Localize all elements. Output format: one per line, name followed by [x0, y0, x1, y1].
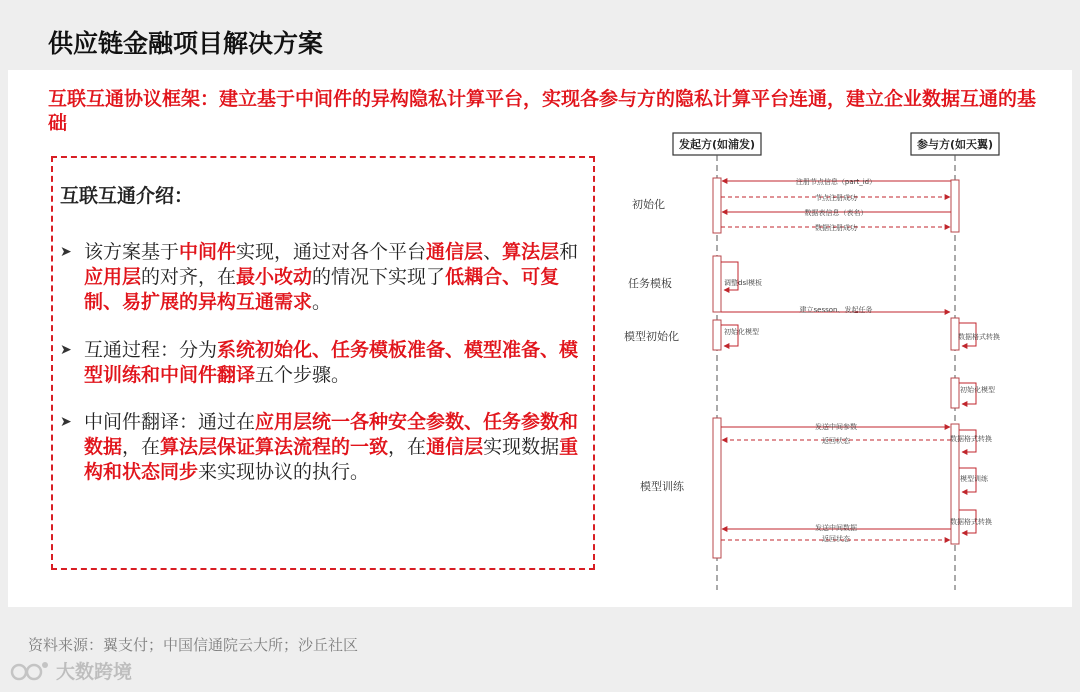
body-text: 五个步骤。	[255, 364, 351, 386]
bullet-arrow-icon: ➤	[60, 414, 72, 430]
phase-model-init: 模型初始化	[624, 330, 679, 343]
bullet-arrow-icon: ➤	[60, 342, 72, 358]
phase-template: 任务模板	[628, 277, 672, 290]
body-text: 的对齐，在	[141, 266, 237, 288]
body-text: 互通过程：分为	[84, 339, 218, 361]
bullet-arrow-icon: ➤	[60, 244, 72, 260]
highlight-text: 通信层	[426, 241, 484, 263]
body-text: 、	[483, 241, 503, 263]
body-text: ，在	[388, 436, 427, 458]
msg-label: 返回状态	[822, 535, 850, 543]
brand-logo-icon	[10, 659, 50, 683]
body-text: 中间件翻译：通过在	[84, 411, 256, 433]
phase-training: 模型训练	[640, 480, 684, 493]
highlight-text: 应用层	[84, 266, 142, 288]
framework-subtitle: 互联互通协议框架：建立基于中间件的异构隐私计算平台，实现各参与方的隐私计算平台连通，建立企业数据互通的基础	[48, 88, 1037, 134]
intro-heading: 互联互通介绍：	[60, 185, 194, 207]
msg-label: 发送中间数据	[815, 524, 857, 532]
activation-bar	[713, 178, 721, 233]
activation-bar	[951, 180, 959, 232]
body-text: 和	[559, 241, 579, 263]
highlight-text: 最小改动	[236, 266, 313, 288]
msg-label: 数据注册成功	[815, 224, 857, 232]
highlight-text: 通信层	[426, 436, 484, 458]
self-call-label: 调整dsl模板	[724, 279, 763, 287]
lane-label-initiator: 发起方(如浦发)	[678, 138, 756, 151]
highlight-text: 中间件	[179, 241, 237, 263]
body-text: 实现数据	[483, 436, 560, 458]
msg-label: 数据表信息（表名）	[804, 209, 868, 217]
page-title: 供应链金融项目解决方案	[48, 29, 324, 58]
self-call-label: 初始化模型	[724, 328, 759, 336]
body-text: 实现，通过对各个平台	[236, 241, 427, 263]
highlight-text: 低耦合、可复制、易扩展的异构互通需求	[84, 266, 560, 313]
activation-bar	[713, 256, 721, 312]
body-text: 的情况下实现了	[312, 266, 446, 288]
msg-label: 返回状态	[822, 437, 850, 445]
self-call-label: 模型训练	[960, 475, 988, 483]
brand-name: 大数跨境	[56, 661, 133, 683]
highlight-text: 应用层统一各种安全参数、任务参数和数据	[84, 411, 579, 458]
self-call-label: 数据格式转换	[950, 518, 992, 526]
body-text: 来实现协议的执行。	[198, 461, 370, 483]
msg-label: 建立sesson、发起任务	[799, 306, 873, 314]
body-text: 该方案基于	[84, 241, 180, 263]
self-call-label: 初始化模型	[960, 386, 995, 394]
msg-label: 节点注册成功	[815, 194, 857, 202]
lane-label-participant: 参与方(如天翼)	[916, 138, 994, 151]
self-call-label: 数据格式转换	[950, 435, 992, 443]
highlight-text: 算法层	[502, 241, 560, 263]
msg-label: 发送中间参数	[815, 423, 857, 431]
phase-init: 初始化	[632, 198, 665, 211]
highlight-text: 系统初始化、任务模板准备、模型准备、模型训练和中间件翻译	[84, 339, 579, 386]
self-call-label: 数据格式转换	[958, 333, 1000, 341]
activation-bar	[713, 320, 721, 350]
highlight-text: 重构和状态同步	[84, 436, 579, 483]
source-note: 资料来源：翼支付；中国信通院云大所；沙丘社区	[28, 636, 359, 654]
body-text: ，在	[122, 436, 161, 458]
highlight-text: 算法层保证算法流程的一致	[160, 436, 389, 458]
body-text: 。	[312, 291, 332, 313]
activation-bar	[713, 418, 721, 558]
brand-watermark	[10, 657, 132, 684]
msg-label: 注册节点信息（part_id）	[795, 178, 877, 186]
activation-bar	[951, 378, 959, 408]
